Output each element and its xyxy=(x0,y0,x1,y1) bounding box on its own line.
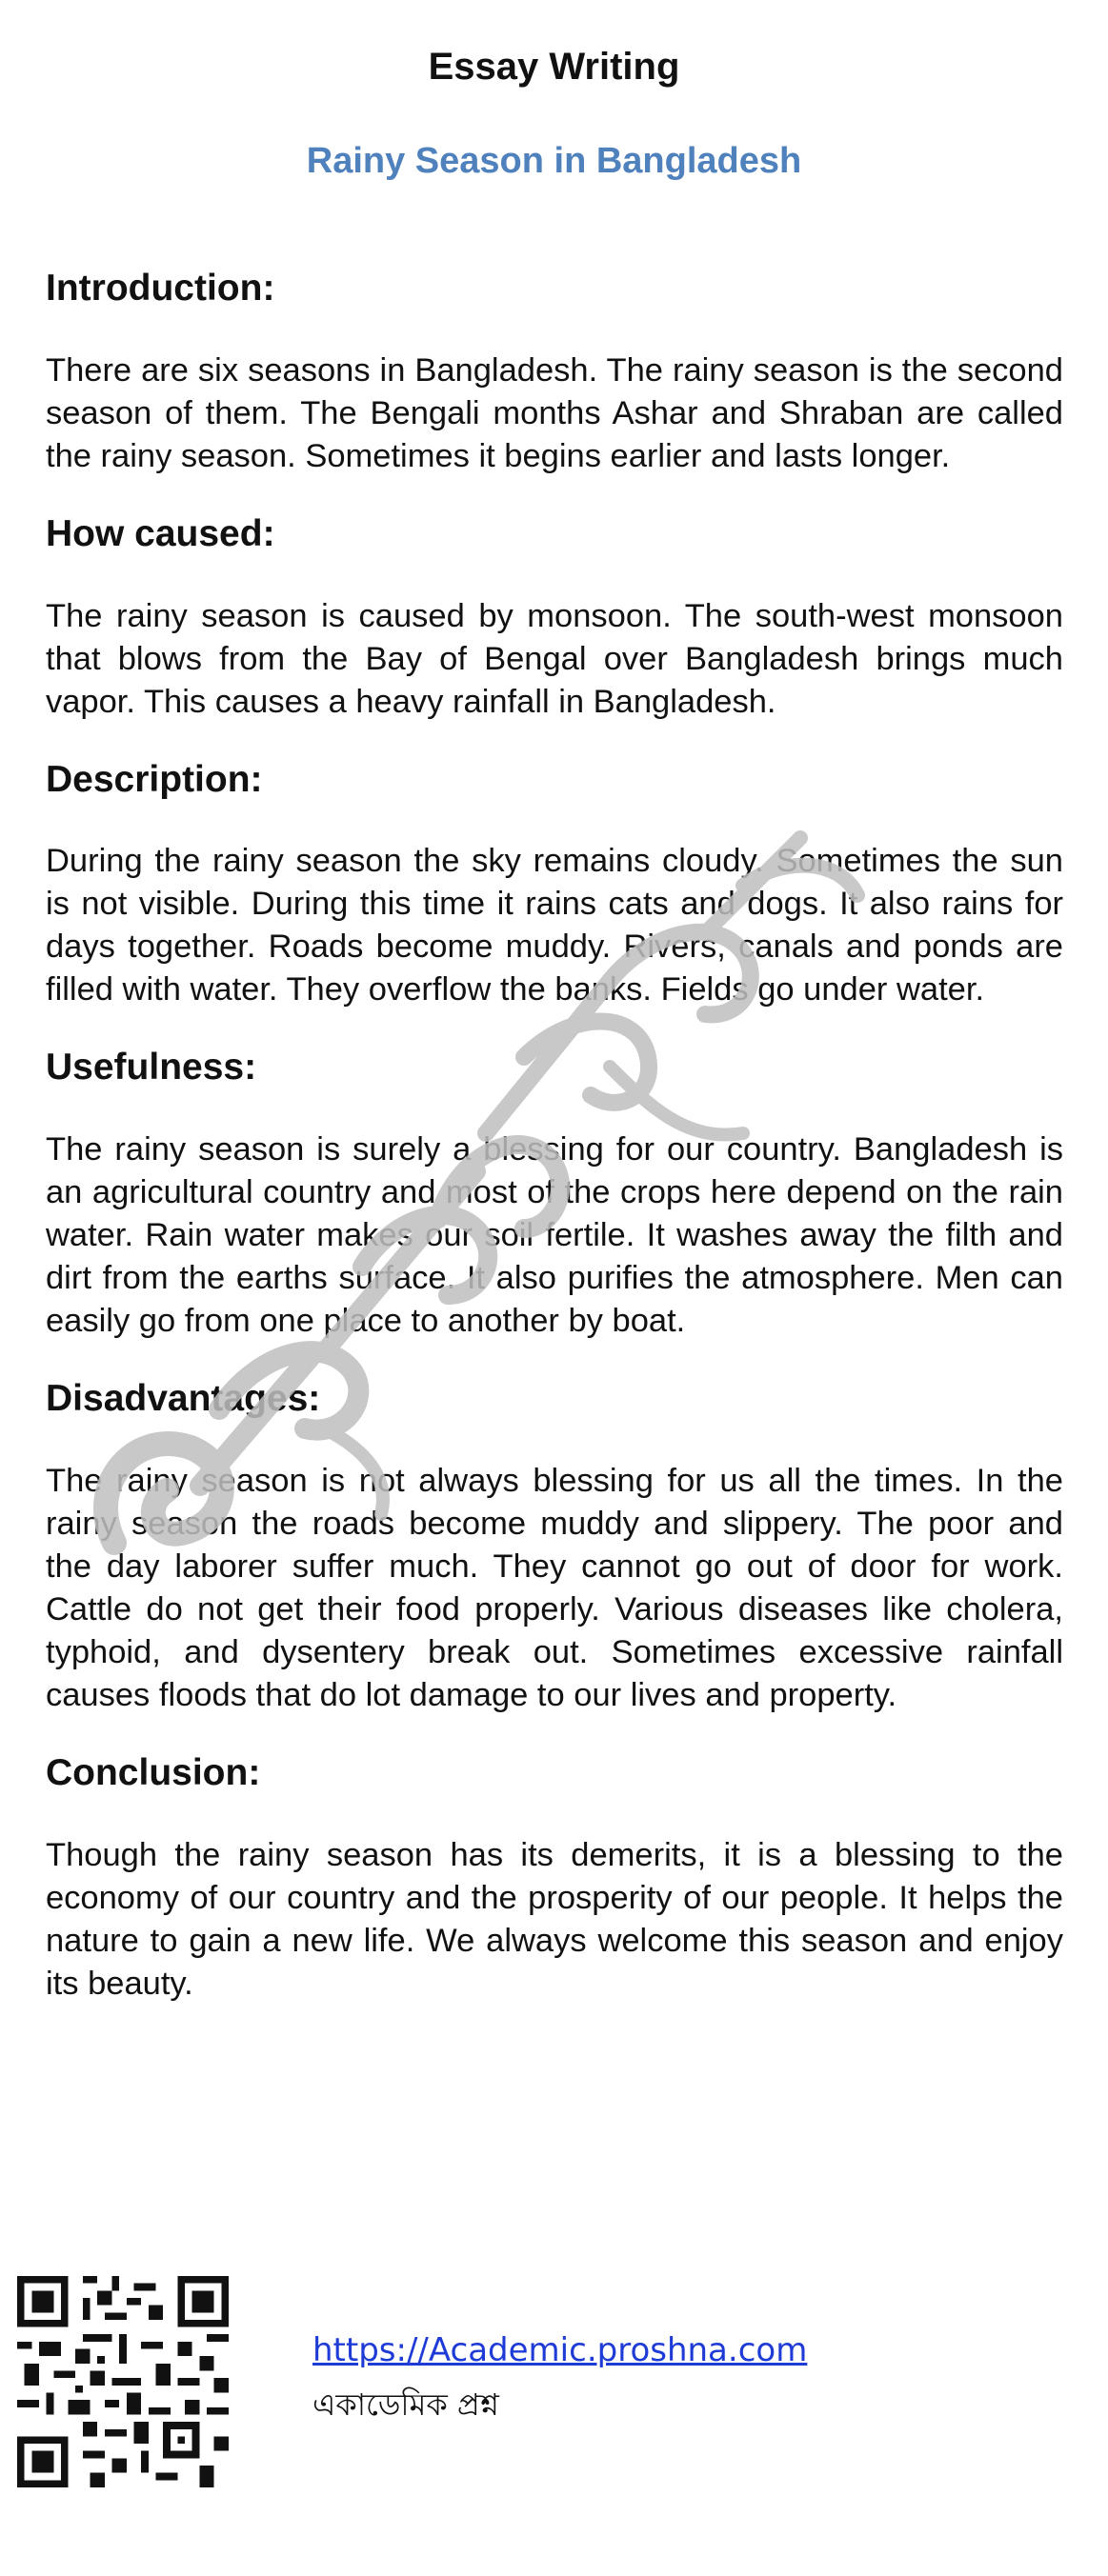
section-how-caused xyxy=(46,512,1063,724)
brand-name: একাডেমিক প্রশ্ন xyxy=(312,2386,499,2423)
website-link[interactable]: https://Academic.proshna.com xyxy=(312,2331,808,2369)
section-introduction xyxy=(46,267,1063,478)
document-title: Essay Writing xyxy=(428,46,680,88)
section-paragraph: Though the rainy season has its demerits, it is a blessing to the economy of our country and the prosperity of our people. It helps the nature to gain a new life. We always welcome this season and enjoy its beauty. xyxy=(46,1836,1063,2002)
section-paragraph: The rainy season is not always blessing for us all the times. In the rainy season the roads become muddy and slippery. The poor and the day laborer suffer much. They cannot go out of door for work. Cattle do not get their food properly. Various diseases like cholera, typhoid, and dysentery break out. Sometimes excessive rainfall causes floods that do lot damage to our lives and property. xyxy=(46,1462,1063,1713)
section-paragraph: There are six seasons in Bangladesh. The rainy season is the second season of them. The Bengali months Ashar and Shraban are called the rainy season. Sometimes it begins earlier and lasts longer. xyxy=(46,351,1063,474)
essay-title: Rainy Season in Bangladesh xyxy=(306,141,802,181)
section-heading: Usefulness: xyxy=(46,1047,257,1088)
section-heading: Conclusion: xyxy=(46,1751,261,1793)
section-heading: How caused: xyxy=(46,512,275,554)
section-description xyxy=(46,758,1063,1012)
section-conclusion xyxy=(46,1751,1063,2006)
essay-body xyxy=(46,267,1063,2040)
section-usefulness xyxy=(46,1046,1063,1343)
section-paragraph: The rainy season is caused by monsoon. The south-west monsoon that blows from the Bay of Bengal over Bangladesh brings much vapor. This causes a heavy rainfall in Bangladesh. xyxy=(46,597,1063,720)
qr-code-icon xyxy=(17,2276,229,2487)
section-heading: Description: xyxy=(46,758,263,800)
section-heading: Introduction: xyxy=(46,268,275,309)
section-paragraph: During the rainy season the sky remains cloudy. Sometimes the sun is not visible. During this time it rains cats and dogs. It also rains for days together. Roads become muddy. Rivers, canals and ponds are filled with water. They overflow the banks. Fields go under water. xyxy=(46,843,1063,1008)
section-paragraph: The rainy season is surely a blessing for our country. Bangladesh is an agricultural country and most of the crops here depend on the rain water. Rain water makes our soil fertile. It washes away the filth and dirt from the earths surface. It also purifies the atmosphere. Men can easily go from one place to another by boat. xyxy=(46,1131,1063,1340)
section-disadvantages xyxy=(46,1377,1063,1717)
section-heading: Disadvantages: xyxy=(46,1378,321,1420)
